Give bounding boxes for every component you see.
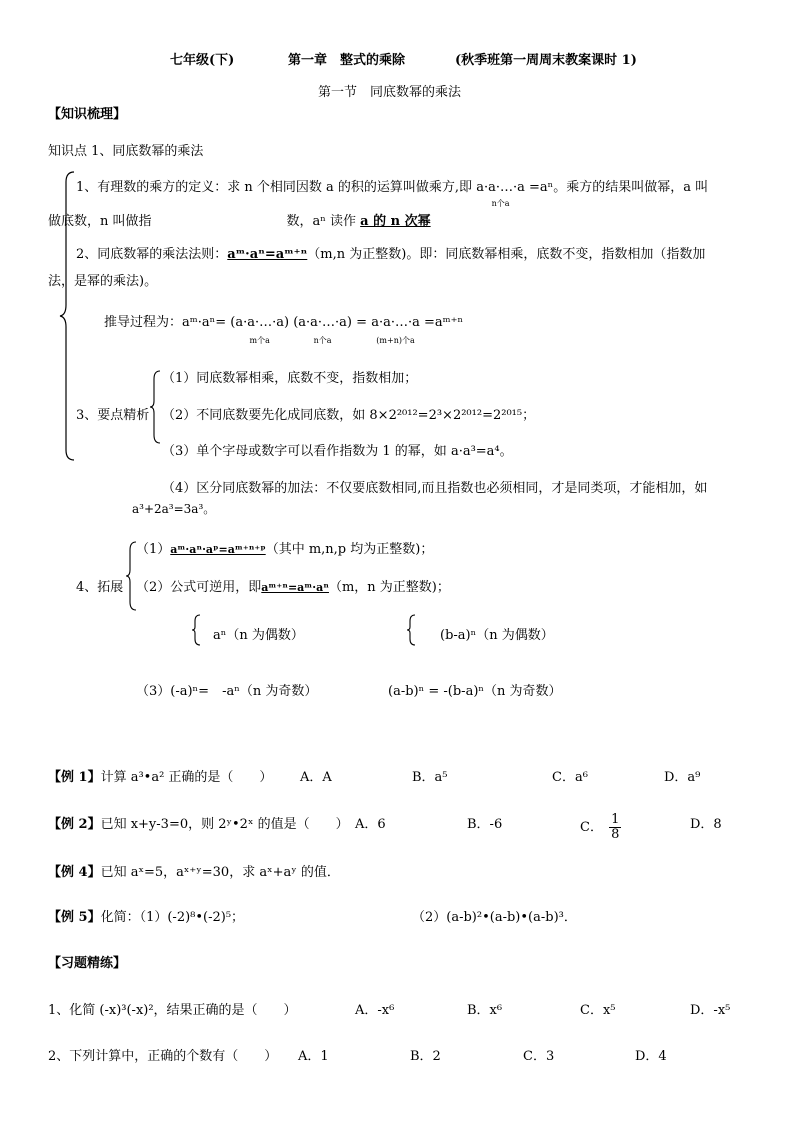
- extension-2: [136, 576, 450, 595]
- case-brace-left-icon: [190, 613, 202, 647]
- extension-1-formula: aᵐ·aⁿ·aᵖ=aᵐ⁺ⁿ⁺ᵖ: [170, 543, 266, 556]
- example-4-text: 已知 aˣ=5，aˣ⁺ʸ=30，求 aˣ+aʸ 的值．: [100, 865, 340, 880]
- practice-question-2: 2、下列计算中，正确的个数有（ ）: [48, 1049, 278, 1064]
- derivation-group-n: [293, 315, 352, 345]
- key-points-label: 3、要点精析: [76, 408, 150, 423]
- example-2-option-c-label: C．: [580, 820, 603, 835]
- definition-line-2b: 数，aⁿ 读作: [286, 214, 357, 229]
- derivation-group-mn-label: (m+n)个a: [376, 336, 415, 345]
- definition-text: 1、有理数的乘方的定义：求 n 个相同因数 a 的积的运算叫做乘方,即: [76, 180, 473, 195]
- definition-line-1: [76, 176, 709, 208]
- derivation-equals: =: [356, 315, 368, 330]
- derivation-group-m-formula: (a·a·…·a): [230, 315, 290, 330]
- rule-line-1: [76, 243, 705, 262]
- derivation-label: 推导过程为：aᵐ·aⁿ=: [104, 315, 227, 330]
- definition-under-label: n个a: [491, 199, 510, 208]
- derivation-group-n-formula: (a·a·…·a): [293, 315, 352, 330]
- example-5-part-2: （2）(a-b)²•(a-b)•(a-b)³．: [412, 910, 577, 925]
- example-1: [48, 766, 272, 785]
- practice-heading: 【习题精练】: [48, 956, 127, 971]
- example-1-text: 计算 a³•a² 正确的是（ ）: [100, 770, 273, 785]
- extension-2-text: （2）公式可逆用，即: [136, 580, 262, 595]
- class-note: (秋季班第一周周末教案课时 1): [455, 53, 637, 68]
- example-5-text: 化简：（1）(-2)⁸•(-2)⁵；: [100, 910, 245, 925]
- practice-q1-option-b: B．x⁶: [467, 1003, 503, 1018]
- practice-q1-option-d: D．-x⁵: [690, 1003, 731, 1018]
- example-2-fraction: [609, 813, 621, 842]
- knowledge-heading: 【知识梳理】: [48, 107, 127, 122]
- practice-q1-option-c: C．x⁵: [580, 1003, 616, 1018]
- practice-q2-option-d: D．4: [635, 1049, 667, 1064]
- practice-question-1: 1、化简 (-x)³(-x)²，结果正确的是（ ）: [48, 1003, 297, 1018]
- extension-2-note: （m，n 为正整数)；: [328, 580, 450, 595]
- practice-q2-option-b: B．2: [410, 1049, 441, 1064]
- extension-2-formula: aᵐ⁺ⁿ=aᵐ·aⁿ: [261, 581, 329, 594]
- example-4-tag: 【例 4】: [48, 865, 101, 880]
- example-5-tag: 【例 5】: [48, 910, 101, 925]
- example-2-option-c: [580, 813, 621, 842]
- example-2-option-a: A．6: [355, 817, 386, 832]
- even-case-left: aⁿ（n 为偶数）: [213, 628, 304, 643]
- practice-q1-option-a: A．-x⁶: [355, 1003, 395, 1018]
- odd-case-left: （3）(-a)ⁿ= -aⁿ（n 为奇数）: [136, 684, 318, 699]
- derivation-group-mn-formula: a·a·…·a: [371, 315, 420, 330]
- derivation: [104, 311, 464, 345]
- derivation-result: =aᵐ⁺ⁿ: [423, 315, 464, 330]
- definition-formula: a·a·…·a: [476, 180, 525, 195]
- derivation-group-m: [230, 315, 290, 345]
- rule-text: （m,n 为正整数)。即：同底数幂相乘，底数不变，指数相加（指数加: [307, 247, 706, 262]
- knowledge-point-title: 知识点 1、同底数幂的乘法: [48, 144, 204, 159]
- example-1-option-a: A．A: [300, 770, 332, 785]
- rule-formula: aᵐ·aⁿ=aᵐ⁺ⁿ: [227, 247, 308, 262]
- section-title: 第一节 同底数幂的乘法: [318, 85, 462, 100]
- key-point-4-example: a³+2a³=3a³。: [132, 502, 216, 516]
- example-1-option-c: C．a⁶: [552, 770, 588, 785]
- example-1-tag: 【例 1】: [48, 770, 101, 785]
- example-5: [48, 906, 244, 925]
- example-2: [48, 813, 349, 832]
- example-2-text: 已知 x+y-3=0，则 2ʸ•2ˣ 的值是（ ）: [100, 817, 349, 832]
- key-point-3: （3）单个字母或数字可以看作指数为 1 的幂，如 a·a³=a⁴。: [162, 444, 513, 459]
- even-case-right: (b-a)ⁿ（n 为偶数）: [440, 628, 554, 643]
- rule-line-2: 法，是幂的乘法)。: [48, 274, 158, 289]
- definition-line-2: [48, 210, 431, 229]
- odd-case-right: (a-b)ⁿ = -(b-a)ⁿ（n 为奇数）: [388, 684, 562, 699]
- practice-q2-option-a: A．1: [298, 1049, 329, 1064]
- case-brace-right-icon: [405, 613, 417, 647]
- practice-q2-option-c: C．3: [523, 1049, 555, 1064]
- example-1-option-b: B．a⁵: [412, 770, 448, 785]
- example-4: [48, 861, 340, 880]
- key-point-1: （1）同底数幂相乘，底数不变，指数相加；: [162, 371, 418, 386]
- definition-line-2a: 做底数，n 叫做指: [48, 214, 152, 229]
- example-2-tag: 【例 2】: [48, 817, 101, 832]
- example-2-option-b: B．-6: [467, 817, 503, 832]
- example-1-option-d: D．a⁹: [664, 770, 701, 785]
- fraction-denominator: 8: [611, 827, 620, 842]
- derivation-group-n-label: n个a: [313, 336, 332, 345]
- extension-label: 4、拓展: [76, 580, 124, 595]
- derivation-group-m-label: m个a: [249, 336, 270, 345]
- example-2-option-d: D．8: [690, 817, 722, 832]
- key-point-2: （2）不同底数要先化成同底数，如 8×2²⁰¹²=2³×2²⁰¹²=2²⁰¹⁵；: [162, 408, 536, 423]
- extension-1-text: （其中 m,n,p 均为正整数)；: [265, 542, 434, 557]
- definition-text-end: =aⁿ。乘方的结果叫做幂，a 叫: [529, 180, 709, 195]
- extension-1: [136, 538, 433, 557]
- extension-1-number: （1）: [136, 542, 171, 557]
- derivation-group-mn: [371, 315, 420, 345]
- grade-label: 七年级(下): [170, 53, 235, 68]
- fraction-numerator: 1: [611, 812, 620, 827]
- rule-label: 2、同底数幂的乘法法则：: [76, 247, 228, 262]
- key-point-4: （4）区分同底数幂的加法：不仅要底数相同,而且指数也必须相同，才是同类项，才能相加，如: [162, 481, 708, 496]
- chapter-title: 第一章 整式的乘除: [288, 53, 406, 68]
- definition-product: [476, 180, 525, 208]
- definition-reading: a 的 n 次幂: [360, 214, 431, 229]
- key-points-brace-icon: [148, 369, 162, 445]
